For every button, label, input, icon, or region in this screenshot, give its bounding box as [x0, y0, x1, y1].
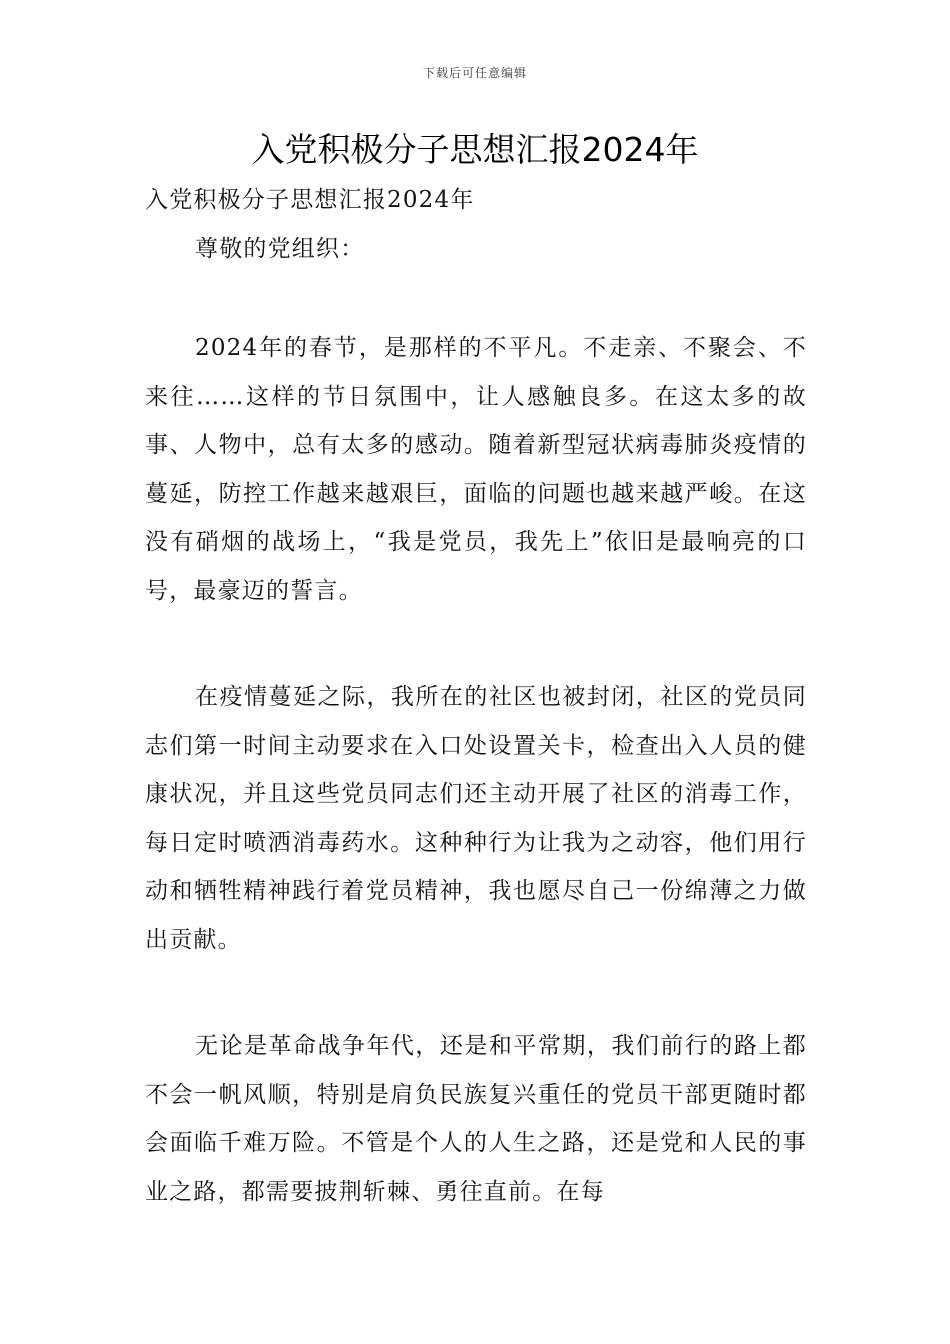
salutation: 尊敬的党组织：: [195, 236, 365, 262]
paragraph-3: 无论是革命战争年代，还是和平常期，我们前行的路上都不会一帆风顺，特别是肩负民族复兴重任的党员干部更随时都会面临千难万险。不管是个人的人生之路，还是党和人民的事业之路，都需要披荆斩棘、勇往直前。在每: [145, 1033, 807, 1205]
document-title: 入党积极分子思想汇报2024年: [251, 130, 699, 169]
paragraph-2: 在疫情蔓延之际，我所在的社区也被封闭，社区的党员同志们第一时间主动要求在入口处设置关卡，检查出入人员的健康状况，并且这些党员同志们还主动开展了社区的消毒工作，每日定时喷洒消毒药水。这种种行为让我为之动容，他们用行动和牺牲精神践行着党员精神，我也愿尽自己一份绵薄之力做出贡献。: [145, 684, 807, 953]
paragraph-1: 2024年的春节，是那样的不平凡。不走亲、不聚会、不来往……这样的节日氛围中，让人感触良多。在这太多的故事、人物中，总有太多的感动。随着新型冠状病毒肺炎疫情的蔓延，防控工作越来越艰巨，面临的问题也越来越严峻。在这没有硝烟的战场上，“我是党员，我先上”依旧是最响亮的口号，最豪迈的誓言。: [145, 335, 807, 604]
document-subtitle: 入党积极分子思想汇报2024年: [145, 187, 475, 213]
header-note: 下载后可任意编辑: [422, 66, 527, 80]
